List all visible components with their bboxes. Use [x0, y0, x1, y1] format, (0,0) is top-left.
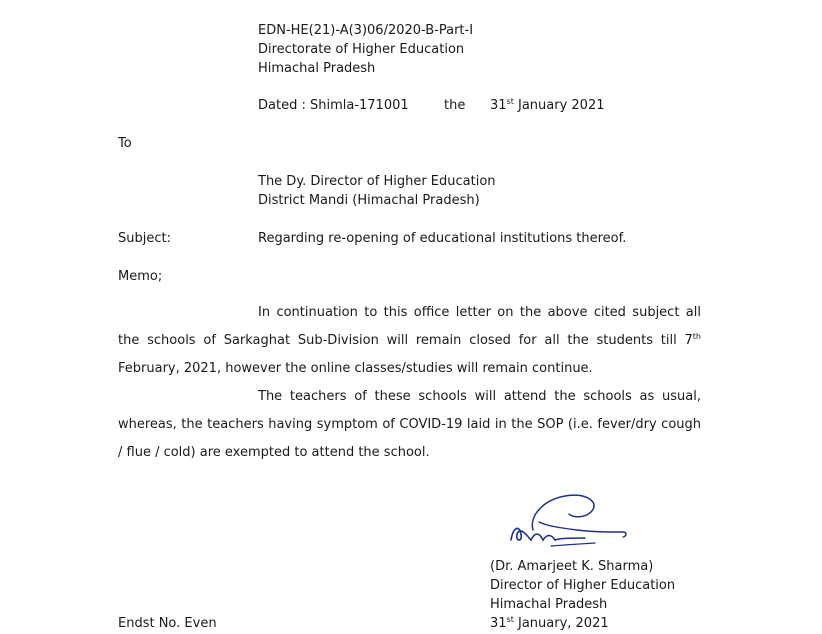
memo-label: Memo; [118, 269, 163, 284]
body-paragraph-1-part-a: In continuation to this office letter on the above cited subject all the schools of Sarkaghat Sub-Division will remain closed for all the students till 7 [118, 305, 701, 348]
to-label: To [118, 136, 132, 151]
signatory-date-suffix: st [506, 615, 514, 624]
body-paragraph-1-sup: th [692, 332, 701, 341]
signatory-state: Himachal Pradesh [490, 597, 608, 612]
letter-date-day: 31 [490, 98, 507, 113]
signatory-name: (Dr. Amarjeet K. Sharma) [490, 559, 654, 574]
endorsement-number: Endst No. Even [118, 616, 217, 631]
signature-image [503, 488, 633, 550]
signatory-date [490, 614, 609, 633]
reference-number: EDN-HE(21)-A(3)06/2020-B-Part-I [258, 23, 474, 38]
office-state: Himachal Pradesh [258, 61, 376, 76]
subject-text: Regarding re-opening of educational institutions thereof. [258, 231, 627, 246]
office-name: Directorate of Higher Education [258, 42, 465, 57]
subject-label: Subject: [118, 231, 171, 246]
letter-date-suffix: st [506, 97, 514, 106]
dated-the: the [444, 98, 466, 113]
signatory-designation: Director of Higher Education [490, 578, 676, 593]
recipient-line-1: The Dy. Director of Higher Education [258, 174, 496, 189]
body-paragraph-2: The teachers of these schools will attend the schools as usual, whereas, the teachers having symptom of COVID-19 laid in the SOP (i.e. fever/dry cough / flue / cold) are exempted to attend the school. [118, 389, 701, 460]
dated-label: Dated : Shimla-171001 [258, 98, 409, 113]
body-paragraph-1-part-b: February, 2021, however the online classes/studies will remain continue. [118, 361, 593, 376]
body-paragraph-1 [118, 299, 701, 383]
signatory-date-rest: January, 2021 [513, 616, 609, 631]
signatory-date-day: 31 [490, 616, 507, 631]
letter-date-rest: January 2021 [518, 98, 605, 113]
recipient-line-2: District Mandi (Himachal Pradesh) [258, 193, 480, 208]
letter-date [490, 96, 605, 115]
